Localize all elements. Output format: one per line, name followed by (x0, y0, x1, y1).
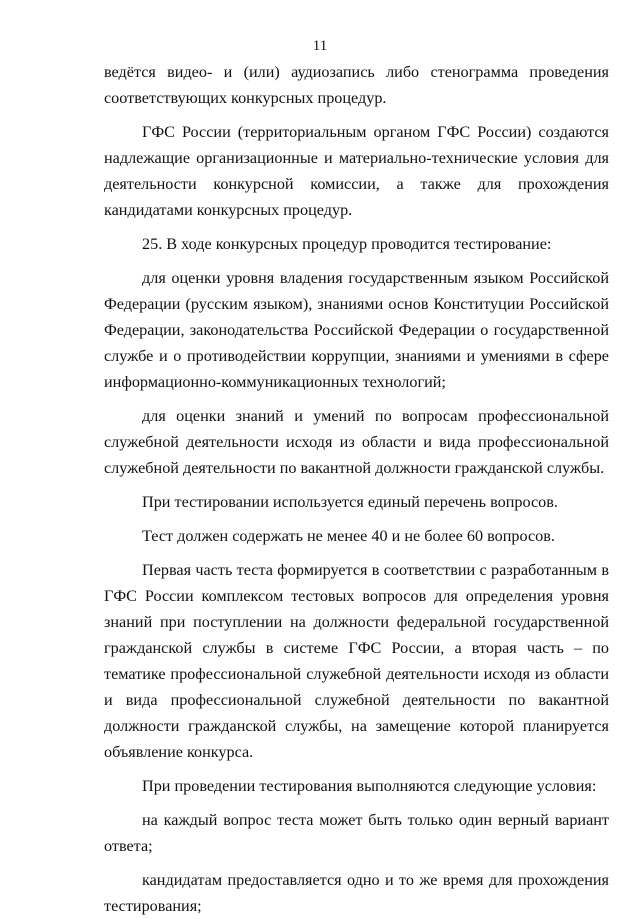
paragraph-continuation: ведётся видео- и (или) аудиозапись либо стенограмма проведения соответствующих конкурсных процедур. (104, 63, 609, 107)
paragraph-equal-time: кандидатам предоставляется одно и то же время для прохождения тестирования; (104, 871, 609, 915)
paragraph-language-testing: для оценки уровня владения государственным языком Российской Федерации (русским языком), знаниями основ Конституции Российской Федерации, законодательства Российской Федерации о государственной службе и о противодействии коррупции, знаниями и умениями в сфере информационно-коммуникационных технологий; (104, 269, 609, 391)
paragraph-single-list: При тестировании используется единый перечень вопросов. (142, 493, 558, 511)
paragraph-test-structure: Первая часть теста формируется в соответствии с разработанным в ГФС России комплексом тестовых вопросов для определения уровня знаний при поступлении на должности федеральной государственной гражданской службы в системе ГФС России, а вторая часть – по тематике профессиональной служебной деятельности исходя из области и вида профессиональной служебной деятельности по вакантной должности гражданской службы, на замещение которой планируется объявление конкурса. (104, 561, 609, 761)
paragraph-testing-conditions: При проведении тестирования выполняются следующие условия: (142, 777, 597, 795)
page-number: 11 (312, 38, 328, 54)
paragraph-question-count: Тест должен содержать не менее 40 и не более 60 вопросов. (142, 527, 555, 545)
document-body (104, 59, 609, 919)
paragraph-single-answer: на каждый вопрос теста может быть только один верный вариант ответа; (104, 811, 609, 855)
paragraph-professional-testing: для оценки знаний и умений по вопросам профессиональной служебной деятельности исходя из области и вида профессиональной служебной деятельности по вакантной должности гражданской службы. (104, 407, 609, 477)
paragraph-clause-25: 25. В ходе конкурсных процедур проводится тестирование: (142, 235, 552, 253)
paragraph-conditions: ГФС России (территориальным органом ГФС России) создаются надлежащие организационные и материально-технические условия для деятельности конкурсной комиссии, а также для прохождения кандидатами конкурсных процедур. (104, 123, 609, 219)
